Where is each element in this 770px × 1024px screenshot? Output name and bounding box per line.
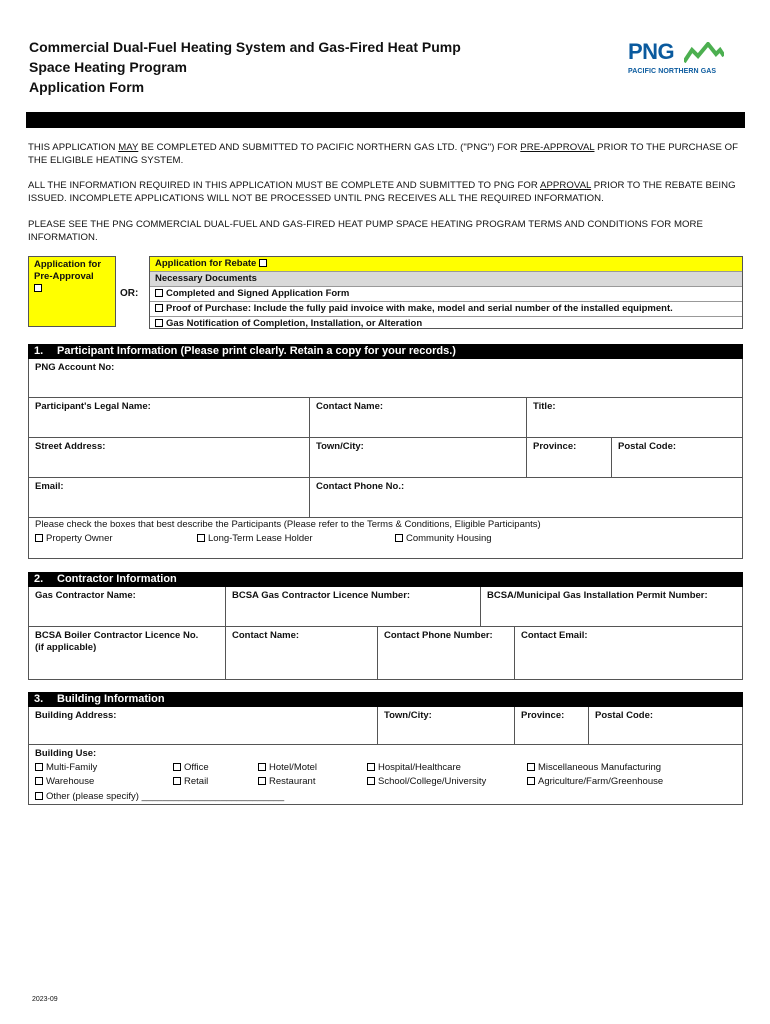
misc-manufacturing-label: Miscellaneous Manufacturing (538, 762, 662, 773)
intro-p1-text-c: PRIOR TO THE PURCHASE OF THE ELIGIBLE HEATING SYSTEM. (28, 142, 739, 166)
rebate-box (149, 256, 743, 329)
use-school (367, 776, 486, 788)
rebate-row (150, 257, 742, 272)
contractor-contact-name-label: Contact Name: (232, 630, 300, 641)
contractor-phone-label: Contact Phone Number: (384, 630, 493, 641)
preapproval-label-2: Pre-Approval (34, 271, 94, 282)
building-use-label: Building Use: (35, 748, 97, 759)
doc-row-3 (150, 317, 742, 332)
building-address-field[interactable] (29, 707, 378, 745)
other-label[interactable]: Other (please specify) ___________________________ (46, 791, 285, 802)
hotel-checkbox[interactable] (258, 763, 266, 771)
contractor-email-label: Contact Email: (521, 630, 588, 641)
retail-checkbox[interactable] (173, 777, 181, 785)
bcsa-gas-licence-label: BCSA Gas Contractor Licence Number: (232, 590, 411, 601)
contractor-phone-field[interactable] (378, 627, 515, 679)
hotel-label: Hotel/Motel (269, 762, 318, 773)
use-restaurant (258, 776, 315, 788)
option-property-owner (35, 533, 113, 545)
png-logo (628, 40, 728, 80)
legal-name-label: Participant's Legal Name: (35, 401, 151, 412)
misc-manufacturing-checkbox[interactable] (527, 763, 535, 771)
png-account-label: PNG Account No: (35, 362, 115, 373)
mountain-icon (684, 42, 724, 64)
form-version-code: 2023-09 (32, 996, 58, 1003)
preapproval-label-1: Application for (34, 259, 102, 270)
contact-phone-field[interactable] (310, 478, 742, 518)
section-2-header (28, 572, 743, 587)
street-address-field[interactable] (29, 438, 310, 478)
multifamily-checkbox[interactable] (35, 763, 43, 771)
section-2-number: 2. (34, 573, 44, 585)
hospital-checkbox[interactable] (367, 763, 375, 771)
necessary-docs-heading: Necessary Documents (150, 272, 742, 287)
title-field[interactable] (527, 398, 742, 438)
section-3-number: 3. (34, 693, 44, 705)
building-postal-label: Postal Code: (595, 710, 654, 721)
office-label: Office (184, 762, 209, 773)
section-1-header (28, 344, 743, 359)
postal-code-label: Postal Code: (618, 441, 677, 452)
header-divider-bar (26, 112, 745, 128)
contact-name-field[interactable] (310, 398, 527, 438)
intro-paragraph-3: PLEASE SEE THE PNG COMMERCIAL DUAL-FUEL AND GAS-FIRED HEAT PUMP SPACE HEATING PROGRAM TERMS AND CONDITIONS FOR MORE INFORMATION. (28, 219, 703, 243)
use-misc-manufacturing (527, 762, 661, 774)
retail-label: Retail (184, 776, 209, 787)
section-1-title: Participant Information (Please print clearly. Retain a copy for your records.) (57, 345, 456, 357)
doc3-checkbox[interactable] (155, 319, 163, 327)
doc1-checkbox[interactable] (155, 289, 163, 297)
form-title (29, 37, 549, 97)
restaurant-label: Restaurant (269, 776, 316, 787)
bcsa-permit-field[interactable] (481, 587, 742, 627)
title-line-3: Application Form (29, 79, 145, 95)
intro-paragraph-1 (28, 142, 743, 167)
building-town-label: Town/City: (384, 710, 432, 721)
option-community-housing (395, 533, 492, 545)
community-housing-checkbox[interactable] (395, 534, 403, 542)
use-warehouse (35, 776, 94, 788)
contractor-email-field[interactable] (515, 627, 742, 679)
doc2-checkbox[interactable] (155, 304, 163, 312)
participant-check-instruction: Please check the boxes that best describe the Participants (Please refer to the Terms & Conditions, Eligible Participants) (35, 519, 541, 530)
section-3-header (28, 692, 743, 707)
hospital-label: Hospital/Healthcare (378, 762, 461, 773)
section-2-title: Contractor Information (57, 573, 177, 585)
logo-subtext: PACIFIC NORTHERN GAS (628, 68, 717, 75)
boiler-licence-note: (if applicable) (35, 642, 97, 653)
option-lease-holder (197, 533, 313, 545)
town-city-field[interactable] (310, 438, 527, 478)
intro-p2-approval: APPROVAL (540, 180, 592, 191)
street-address-label: Street Address: (35, 441, 106, 452)
intro-p1-may: MAY (118, 142, 139, 153)
doc3-label: Gas Notification of Completion, Installation, or Alteration (166, 318, 423, 329)
contractor-contact-name-field[interactable] (226, 627, 378, 679)
province-field[interactable] (527, 438, 612, 478)
rebate-label: Application for Rebate (155, 258, 257, 269)
section-3-grid (28, 707, 743, 805)
warehouse-label: Warehouse (46, 776, 95, 787)
agriculture-checkbox[interactable] (527, 777, 535, 785)
lease-holder-checkbox[interactable] (197, 534, 205, 542)
bcsa-permit-label: BCSA/Municipal Gas Installation Permit Number: (487, 590, 708, 601)
boiler-licence-field[interactable] (29, 627, 226, 679)
province-label: Province: (533, 441, 577, 452)
section-1-number: 1. (34, 345, 44, 357)
email-label: Email: (35, 481, 64, 492)
section-2-grid (28, 587, 743, 680)
building-address-label: Building Address: (35, 710, 117, 721)
building-province-field[interactable] (515, 707, 589, 745)
intro-p2-text: ALL THE INFORMATION REQUIRED IN THIS APPLICATION MUST BE COMPLETE AND SUBMITTED TO PNG FOR (28, 180, 541, 191)
agriculture-label: Agriculture/Farm/Greenhouse (538, 776, 664, 787)
doc2-label: Proof of Purchase: Include the fully paid invoice with make, model and serial number of the installed equipment. (166, 303, 673, 314)
email-field[interactable] (29, 478, 310, 518)
use-office (173, 762, 209, 774)
title-line-1: Commercial Dual-Fuel Heating System and Gas-Fired Heat Pump (29, 39, 461, 55)
property-owner-label: Property Owner (46, 533, 113, 544)
restaurant-checkbox[interactable] (258, 777, 266, 785)
use-multifamily (35, 762, 97, 774)
use-other (35, 791, 284, 803)
gas-contractor-name-label: Gas Contractor Name: (35, 590, 136, 601)
building-province-label: Province: (521, 710, 565, 721)
legal-name-field[interactable] (29, 398, 310, 438)
preapproval-box (28, 256, 116, 327)
intro-p1-preapproval: PRE-APPROVAL (520, 142, 595, 153)
property-owner-checkbox[interactable] (35, 534, 43, 542)
gas-contractor-name-field[interactable] (29, 587, 226, 627)
png-account-field[interactable] (29, 359, 742, 398)
section-1-grid (28, 359, 743, 559)
multifamily-label: Multi-Family (46, 762, 98, 773)
doc1-label: Completed and Signed Application Form (166, 288, 350, 299)
other-checkbox[interactable] (35, 792, 43, 800)
intro-p1-text: THIS APPLICATION (28, 142, 119, 153)
preapproval-checkbox[interactable] (34, 284, 42, 292)
or-label: OR: (120, 288, 139, 299)
use-hospital (367, 762, 461, 774)
warehouse-checkbox[interactable] (35, 777, 43, 785)
lease-holder-label: Long-Term Lease Holder (208, 533, 313, 544)
intro-paragraph-2 (28, 180, 743, 205)
use-agriculture (527, 776, 663, 788)
bcsa-gas-licence-field[interactable] (226, 587, 481, 627)
school-label: School/College/University (378, 776, 487, 787)
rebate-checkbox[interactable] (259, 259, 267, 267)
doc-row-1 (150, 287, 742, 302)
contact-name-label: Contact Name: (316, 401, 384, 412)
intro-p2-text-b: PRIOR TO THE REBATE BEING ISSUED. INCOMPLETE APPLICATIONS WILL NOT BE PROCESSED UNTIL PNG RECEIVES ALL THE REQUIRED INFORMATION. (28, 180, 736, 204)
school-checkbox[interactable] (367, 777, 375, 785)
office-checkbox[interactable] (173, 763, 181, 771)
postal-code-field[interactable] (612, 438, 742, 478)
title-label: Title: (533, 401, 556, 412)
logo-text: PNG (628, 39, 675, 64)
doc-row-2 (150, 302, 742, 317)
building-town-field[interactable] (378, 707, 515, 745)
use-hotel (258, 762, 317, 774)
building-postal-field[interactable] (589, 707, 742, 745)
use-retail (173, 776, 208, 788)
boiler-licence-label: BCSA Boiler Contractor Licence No. (35, 630, 199, 641)
contact-phone-label: Contact Phone No.: (316, 481, 405, 492)
section-3-title: Building Information (57, 693, 165, 705)
intro-p1-text-b: BE COMPLETED AND SUBMITTED TO PACIFIC NORTHERN GAS LTD. ("PNG") FOR (138, 142, 521, 153)
community-housing-label: Community Housing (406, 533, 492, 544)
title-line-2: Space Heating Program (29, 59, 187, 75)
town-city-label: Town/City: (316, 441, 364, 452)
